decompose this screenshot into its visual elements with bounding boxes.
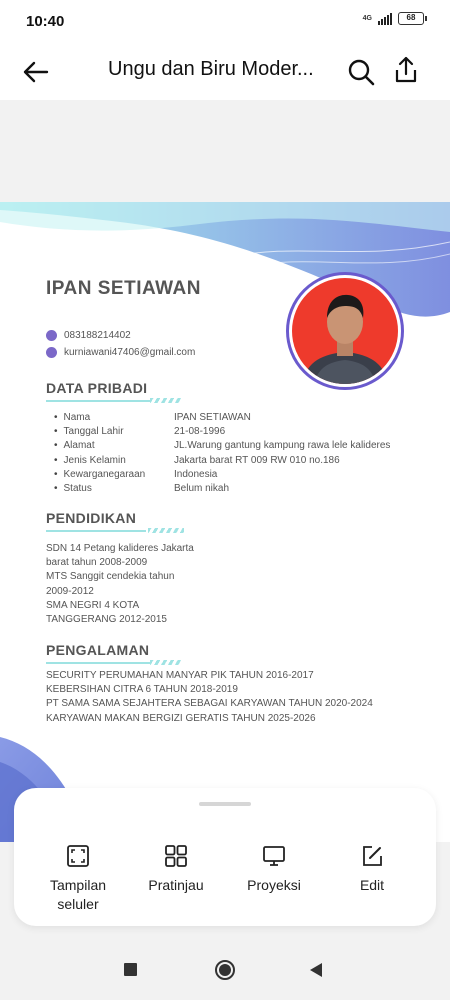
mobile-view-button[interactable] xyxy=(30,844,126,914)
education-line: barat tahun 2008-2009 xyxy=(46,557,148,569)
battery-icon xyxy=(398,12,424,25)
monitor-icon xyxy=(262,844,286,868)
section-divider-dashes xyxy=(150,398,182,403)
grid-icon xyxy=(164,844,188,868)
back-button[interactable] xyxy=(18,54,54,90)
label-birthdate: • Tanggal Lahir xyxy=(54,425,145,439)
value-status: Belum nikah xyxy=(174,483,230,495)
personal-values xyxy=(174,411,390,496)
education-line: MTS Sanggit cendekia tahun xyxy=(46,571,175,583)
section-title-education: PENDIDIKAN xyxy=(46,510,137,526)
education-line: TANGGERANG 2012-2015 xyxy=(46,614,167,626)
experience-line: KARYAWAN MAKAN BERGIZI GERATIS TAHUN 2025-2026 xyxy=(46,712,316,724)
education-line: SMA NEGRI 4 KOTA xyxy=(46,599,140,611)
section-divider xyxy=(46,400,150,402)
edit-button[interactable] xyxy=(324,844,420,895)
mobile-view-label-line1: Tampilan xyxy=(49,877,107,893)
mobile-view-label-line2: seluler xyxy=(57,896,99,912)
nav-back-button[interactable] xyxy=(308,962,324,978)
section-divider xyxy=(46,662,150,664)
email-icon xyxy=(46,347,57,358)
network-indicator xyxy=(363,15,372,22)
value-address-line1: JL.Warung gantung kampung rawa lele kalideres xyxy=(174,440,391,452)
experience-line: PT SAMA SAMA SEJAHTERA SEBAGAI KARYAWAN TAHUN 2020-2024 xyxy=(46,698,373,710)
document-title: Ungu dan Biru Moder... xyxy=(108,58,314,80)
status-time: 10:40 xyxy=(26,13,65,30)
resume-name: IPAN SETIAWAN xyxy=(46,278,201,299)
phone-text: 083188214402 xyxy=(64,330,131,341)
share-icon xyxy=(390,52,422,88)
section-divider-dashes xyxy=(150,660,182,665)
status-bar xyxy=(0,0,450,44)
contact-phone xyxy=(46,330,131,341)
network-type: 4G xyxy=(362,15,372,22)
fullscreen-icon xyxy=(66,844,90,868)
section-divider xyxy=(46,530,146,532)
share-button[interactable] xyxy=(390,52,422,88)
label-address: • Alamat xyxy=(54,439,145,453)
status-indicators xyxy=(363,12,424,25)
label-name: • Nama xyxy=(54,411,145,425)
experience-list xyxy=(46,669,373,726)
section-title-personal: DATA PRIBADI xyxy=(46,380,148,396)
education-line: 2009-2012 xyxy=(46,585,94,597)
contact-email xyxy=(46,347,195,358)
preview-label: Pratinjau xyxy=(148,877,204,893)
value-nationality: Indonesia xyxy=(174,468,218,480)
edit-icon xyxy=(360,844,384,868)
label-gender: • Jenis Kelamin xyxy=(54,454,145,468)
preview-button[interactable] xyxy=(128,844,224,895)
education-list xyxy=(46,542,216,627)
experience-line: KEBERSIHAN CITRA 6 TAHUN 2018-2019 xyxy=(46,684,238,696)
email-text: kurniawani47406@gmail.com xyxy=(64,347,196,358)
recent-apps-button[interactable] xyxy=(124,963,137,976)
projection-label: Proyeksi xyxy=(247,877,301,893)
section-title-experience: PENGALAMAN xyxy=(46,642,150,658)
home-button[interactable] xyxy=(214,959,236,981)
search-icon xyxy=(344,54,378,90)
label-nationality: • Kewarganegaraan xyxy=(54,468,145,482)
experience-line: SECURITY PERUMAHAN MANYAR PIK TAHUN 2016-2017 xyxy=(46,670,314,681)
search-button[interactable] xyxy=(344,54,378,90)
avatar xyxy=(292,278,398,384)
phone-icon xyxy=(46,330,57,341)
arrow-left-icon xyxy=(18,54,54,90)
projection-button[interactable] xyxy=(226,844,322,895)
value-birthdate: 21-08-1996 xyxy=(174,426,226,438)
personal-labels xyxy=(54,411,145,496)
label-status: • Status xyxy=(54,482,145,496)
edit-label: Edit xyxy=(359,877,385,893)
battery-level: 68 xyxy=(406,13,416,22)
signal-icon xyxy=(378,13,392,25)
app-bar xyxy=(0,44,450,100)
system-nav-bar xyxy=(0,940,450,1000)
section-divider-dashes xyxy=(148,528,184,533)
value-name: IPAN SETIAWAN xyxy=(174,412,251,423)
profile-photo xyxy=(286,272,404,390)
value-address-line2: Jakarta barat RT 009 RW 010 no.186 xyxy=(174,454,340,466)
resume-page xyxy=(0,202,450,842)
action-sheet xyxy=(14,788,436,926)
drag-handle[interactable] xyxy=(199,802,251,806)
education-line: SDN 14 Petang kalideres Jakarta xyxy=(46,543,194,554)
